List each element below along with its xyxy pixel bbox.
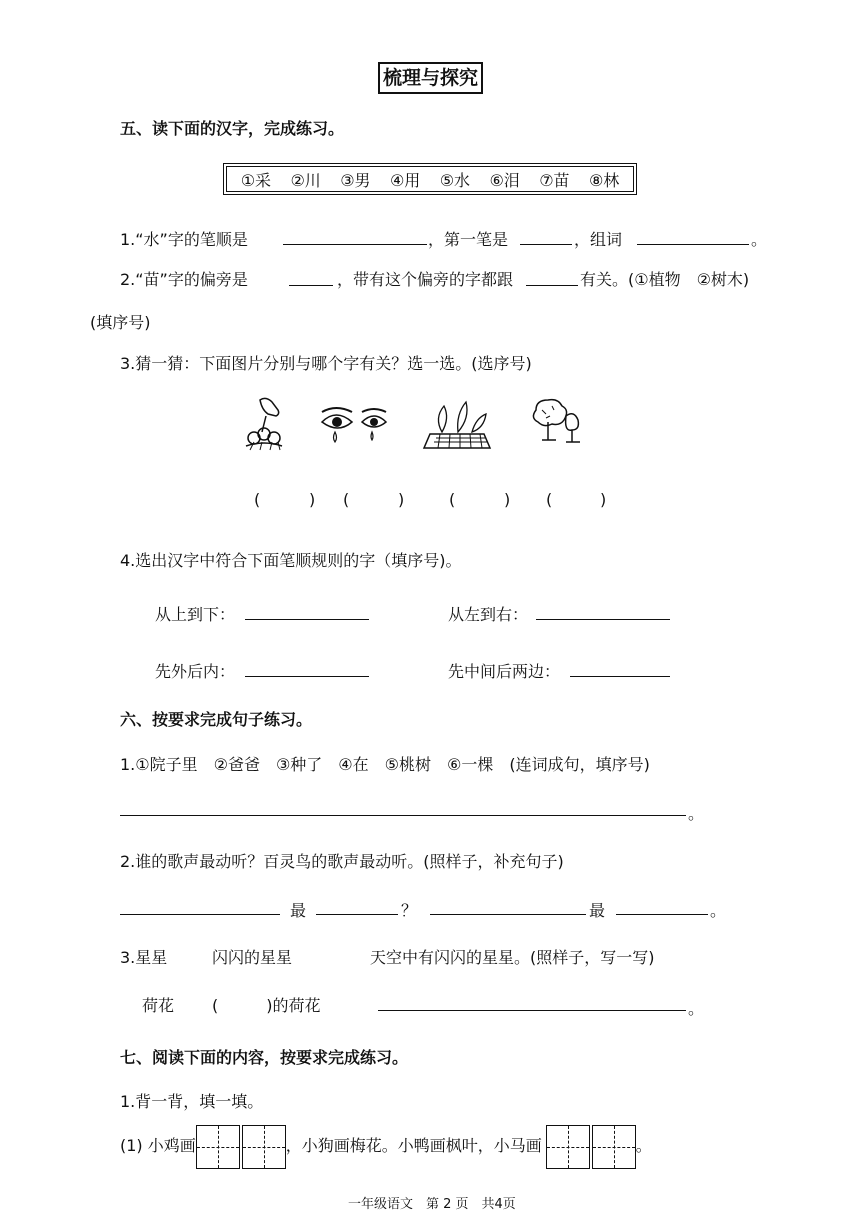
q7-1-text-b: ，小狗画梅花。小鸭画枫叶，小马画 bbox=[285, 1136, 542, 1155]
q5-4-blank-left-right[interactable] bbox=[536, 619, 670, 620]
q6-3-answer-line[interactable] bbox=[378, 1010, 686, 1011]
q7-1-period: 。 bbox=[635, 1136, 652, 1155]
q5-1-blank-stroke-order[interactable] bbox=[283, 244, 427, 245]
q5-3-text: 3.猜一猜：下面图片分别与哪个字有关？选一选。(选序号) bbox=[120, 354, 532, 373]
q6-2-blank-4[interactable] bbox=[616, 914, 708, 915]
q6-1-period: 。 bbox=[688, 804, 705, 823]
answer-paren-close-1: ) bbox=[309, 490, 316, 509]
q5-1-text-c: ，组词 bbox=[574, 230, 623, 249]
character-list-box bbox=[226, 166, 634, 192]
q5-2-blank-related[interactable] bbox=[526, 285, 578, 286]
char-2: ②川 bbox=[290, 170, 321, 190]
q6-2-question-mark: ？ bbox=[401, 901, 418, 920]
char-6: ⑥泪 bbox=[489, 170, 520, 190]
q7-1-text: 1.背一背，填一填。 bbox=[120, 1092, 264, 1111]
seedling-tray-picture bbox=[422, 396, 492, 456]
q6-3-text-c: 天空中有闪闪的星星。(照样子，写一写) bbox=[370, 948, 655, 967]
q6-1-text: 1.①院子里 ②爸爸 ③种了 ④在 ⑤桃树 ⑥一棵 (连词成句，填序号) bbox=[120, 755, 650, 774]
answer-paren-close-3: ) bbox=[504, 490, 511, 509]
q5-1-blank-word[interactable] bbox=[637, 244, 749, 245]
char-5: ⑤水 bbox=[439, 170, 471, 190]
picking-flower-picture bbox=[240, 394, 290, 454]
char-8: ⑧林 bbox=[588, 170, 620, 190]
q6-3-text-e[interactable]: ( )的荷花 bbox=[212, 996, 321, 1015]
q6-3-text-a: 3.星星 bbox=[120, 948, 168, 967]
q5-4-rule-top-bottom: 从上到下： bbox=[155, 605, 236, 624]
section-6-heading: 六、按要求完成句子练习。 bbox=[120, 710, 313, 729]
char-1: ①采 bbox=[240, 170, 272, 190]
tianzige-box-2[interactable] bbox=[242, 1125, 286, 1169]
q6-3-period: 。 bbox=[688, 999, 705, 1018]
trees-picture bbox=[528, 396, 582, 448]
q5-4-rule-left-right: 从左到右： bbox=[448, 605, 529, 624]
q5-2-text-b: ，带有这个偏旁的字都跟 bbox=[337, 270, 514, 289]
q6-1-answer-line[interactable] bbox=[120, 815, 686, 816]
q5-1-blank-first-stroke[interactable] bbox=[520, 244, 572, 245]
q6-2-blank-1[interactable] bbox=[120, 914, 280, 915]
q5-4-rule-outside-inside: 先外后内： bbox=[155, 662, 236, 681]
tianzige-box-3[interactable] bbox=[546, 1125, 590, 1169]
char-4: ④用 bbox=[389, 170, 421, 190]
answer-paren-open-1: ( bbox=[254, 490, 261, 509]
q6-2-blank-3[interactable] bbox=[430, 914, 586, 915]
q5-4-rule-middle-sides: 先中间后两边： bbox=[448, 662, 561, 681]
q7-1-text-a: (1) 小鸡画 bbox=[120, 1136, 196, 1155]
q5-2-text-a: 2.“苗”字的偏旁是 bbox=[120, 270, 248, 289]
answer-paren-open-3: ( bbox=[449, 490, 456, 509]
q6-3-text-d: 荷花 bbox=[142, 996, 175, 1015]
q5-1-text-a: 1.“水”字的笔顺是 bbox=[120, 230, 248, 249]
q6-2-zui-2: 最 bbox=[589, 901, 606, 920]
page-footer: 一年级语文 第 2 页 共4页 bbox=[348, 1197, 516, 1212]
q5-1-text-b: ，第一笔是 bbox=[428, 230, 509, 249]
q5-1-text-d: 。 bbox=[751, 230, 768, 249]
tianzige-box-4[interactable] bbox=[592, 1125, 636, 1169]
q5-2-text-d: (填序号) bbox=[90, 313, 151, 332]
crying-eyes-picture bbox=[318, 404, 390, 450]
q6-3-text-b: 闪闪的星星 bbox=[212, 948, 293, 967]
q7-1-fill-row bbox=[120, 1120, 652, 1172]
q6-2-zui-1: 最 bbox=[290, 901, 307, 920]
q5-4-text: 4.选出汉字中符合下面笔顺规则的字（填序号)。 bbox=[120, 551, 462, 570]
answer-paren-close-4: ) bbox=[600, 490, 607, 509]
q5-4-blank-top-bottom[interactable] bbox=[245, 619, 369, 620]
page-title: 梳理与探究 bbox=[378, 62, 483, 94]
q5-2-text-c: 有关。(①植物 ②树木) bbox=[580, 270, 750, 289]
q5-4-blank-outside-inside[interactable] bbox=[245, 676, 369, 677]
q6-2-text: 2.谁的歌声最动听？百灵鸟的歌声最动听。(照样子，补充句子) bbox=[120, 852, 564, 871]
q6-2-blank-2[interactable] bbox=[316, 914, 398, 915]
q6-2-period: 。 bbox=[710, 901, 727, 920]
char-3: ③男 bbox=[340, 170, 371, 190]
q5-2-blank-radical[interactable] bbox=[289, 285, 333, 286]
q5-4-blank-middle-sides[interactable] bbox=[570, 676, 670, 677]
char-7: ⑦苗 bbox=[539, 170, 570, 190]
section-5-heading: 五、读下面的汉字，完成练习。 bbox=[120, 119, 345, 138]
answer-paren-open-2: ( bbox=[343, 490, 350, 509]
tianzige-box-1[interactable] bbox=[196, 1125, 240, 1169]
section-7-heading: 七、阅读下面的内容，按要求完成练习。 bbox=[120, 1048, 409, 1067]
answer-paren-close-2: ) bbox=[398, 490, 405, 509]
answer-paren-open-4: ( bbox=[546, 490, 553, 509]
